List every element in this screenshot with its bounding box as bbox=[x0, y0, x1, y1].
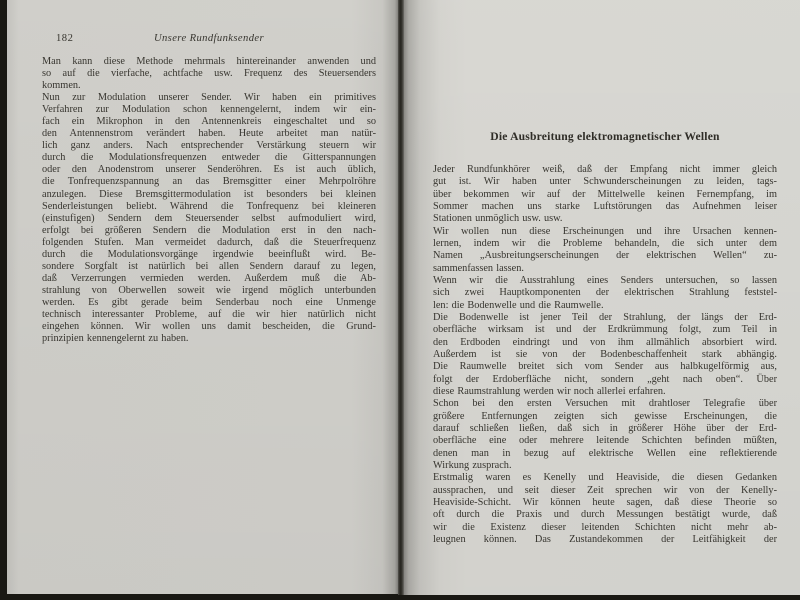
page-header bbox=[42, 33, 376, 44]
text-line: (einstufigen) Sendern dem Steuersender selbst aufmoduliert wird, bbox=[42, 212, 376, 224]
text-line: darauf schließen ließen, daß sich in größerer Höhe über der Erd- bbox=[433, 422, 777, 434]
text-line: denen man in bezug auf elektrische Wellen eine reflektierende bbox=[433, 447, 777, 459]
text-line: Die Raumwelle breitet sich vom Sender aus halbkugelförmig aus, bbox=[433, 361, 777, 373]
page-number: 182 bbox=[56, 33, 74, 44]
text-line: Schon bei den ersten Versuchen mit drahtloser Telegrafie über bbox=[433, 398, 777, 410]
text-line: Erstmalig waren es Kenelly und Heaviside, die diesen Gedanken bbox=[433, 472, 777, 484]
right-page-text bbox=[433, 164, 777, 546]
text-line: Man kann diese Methode mehrmals hintereinander anwenden und bbox=[42, 56, 376, 67]
text-line: len: die Bodenwelle und die Raumwelle. bbox=[433, 299, 604, 311]
text-line: Wirkung zusprach. bbox=[433, 459, 512, 471]
text-line: oder den Anodenstrom unserer Senderöhren. Es ist auch üblich, bbox=[42, 164, 376, 176]
text-line: werden. Es gibt gerade beim Senderbau noch eine Unmenge bbox=[42, 296, 376, 308]
text-line: oft durch die Praxis und durch Messungen bestätigt wurde, daß bbox=[433, 509, 777, 521]
text-line: kommen. bbox=[42, 80, 81, 92]
text-line: den Antennenstrom verändert haben. Heute arbeitet man natür- bbox=[42, 128, 376, 140]
text-line: sich zwei Hauptkomponenten der elektrischen Strahlung feststel- bbox=[433, 287, 777, 299]
chapter-heading: Die Ausbreitung elektromagnetischer Wellen bbox=[490, 130, 720, 143]
text-line: leugnen können. Das Zustandekommen der Leitfähigkeit der bbox=[433, 533, 777, 545]
text-line: größere Entfernungen zeigten sich gewisse Erscheinungen, die bbox=[433, 410, 777, 422]
left-page-text bbox=[42, 56, 376, 345]
text-line: so auf die vierfache, achtfache usw. Frequenz des Steuersenders bbox=[42, 68, 376, 80]
text-line: fach ein Mikrophon in den Antennenkreis eingeschaltet und so bbox=[42, 116, 376, 128]
text-line: den Erdboden eindringt und von ihm allmählich absorbiert wird. bbox=[433, 336, 777, 348]
text-line: folgt der Erdoberfläche nicht, sondern „geht nach oben“. Über bbox=[433, 373, 777, 385]
text-line: durch die Modulationsvorgänge irgendwie beeinflußt wird. Be- bbox=[42, 248, 376, 260]
text-line: eingehen können. Wir wollen uns damit bescheiden, die Grund- bbox=[42, 321, 376, 333]
text-line: Sommer machen uns starke Luftstörungen das Aufnehmen leiser bbox=[433, 200, 777, 212]
text-line: Wenn wir die Ausstrahlung eines Senders untersuchen, so lassen bbox=[433, 274, 777, 286]
text-line: erfolgt bei größeren Sendern die Modulation erst in den nach- bbox=[42, 224, 376, 236]
text-line: Namen „Ausbreitungserscheinungen der elektrischen Wellen“ zu- bbox=[433, 250, 777, 262]
text-line: Jeder Rundfunkhörer weiß, daß der Empfang nicht immer gleich bbox=[433, 164, 777, 175]
text-line: sondere Sorgfalt ist natürlich bei allen Sendern darauf zu legen, bbox=[42, 260, 376, 272]
text-line: Heaviside-Schicht. Wir können heute sagen, daß diese Theorie so bbox=[433, 496, 777, 508]
text-line: sammenfassen lassen. bbox=[433, 262, 524, 274]
text-line: über bekommen wir auf der Mittelwelle keinen Fernempfang, im bbox=[433, 188, 777, 200]
text-line: Außerdem ist sie von der Bodenbeschaffenheit stark abhängig. bbox=[433, 348, 777, 360]
text-line: technisch interessanter Probleme, auf die wir hier natürlich nicht bbox=[42, 308, 376, 320]
text-line: strahlung von Oberwellen soweit wie irgend möglich unterbunden bbox=[42, 284, 376, 296]
text-line: Die Bodenwelle ist jener Teil der Strahlung, der längs der Erd- bbox=[433, 311, 777, 323]
text-line: Nun zur Modulation unserer Sender. Wir haben ein primitives bbox=[42, 92, 376, 104]
text-line: lernen, indem wir die Probleme behandeln, die sich unter dem bbox=[433, 237, 777, 249]
text-line: Verfahren zur Modulation schon kennengelernt, indem wir ein- bbox=[42, 104, 376, 116]
left-page bbox=[7, 0, 398, 594]
text-line: anzulegen. Diese Bremsgittermodulation ist besonders bei kleinen bbox=[42, 188, 376, 200]
text-line: folgenden Stufen. Man vermeidet dadurch, daß die Steuerfrequenz bbox=[42, 236, 376, 248]
running-header: Unsere Rundfunksender bbox=[153, 33, 265, 44]
text-line: daß Verzerrungen vermieden werden. Außerdem muß die Ab- bbox=[42, 272, 376, 284]
right-page bbox=[404, 0, 800, 595]
text-line: Wir wollen nun diese Erscheinungen und ihre Ursachen kennen- bbox=[433, 225, 777, 237]
text-line: Stationen unmöglich usw. usw. bbox=[433, 213, 563, 225]
text-line: gut ist. Wir haben unter Schwunderscheinungen zu leiden, tags- bbox=[433, 176, 777, 188]
text-line: prinzipien kennengelernt zu haben. bbox=[42, 333, 189, 345]
text-line: oberfläche wirksam ist und der Erdkrümmung folgt, zum Teil in bbox=[433, 324, 777, 336]
text-line: lich ganz anders. Nach entsprechender Verstärkung steuern wir bbox=[42, 140, 376, 152]
text-line: wir die Existenz dieser leitenden Schichten nicht mehr ab- bbox=[433, 521, 777, 533]
text-line: Senderleistungen beliebt. Während die Tonfrequenz bei kleineren bbox=[42, 200, 376, 212]
text-line: oberfläche eine oder mehrere leitende Schichten befinden müßten, bbox=[433, 435, 777, 447]
text-line: aussprachen, und seit dieser Zeit sprechen wir von der Kenelly- bbox=[433, 484, 777, 496]
text-line: diese Raumstrahlung werden wir noch allerlei erfahren. bbox=[433, 385, 666, 397]
text-line: durch die Modulationsfrequenzen entweder die Gitterspannungen bbox=[42, 152, 376, 164]
text-line: die Tonfrequenzspannung an das Bremsgitter einer Mehrpolröhre bbox=[42, 176, 376, 188]
